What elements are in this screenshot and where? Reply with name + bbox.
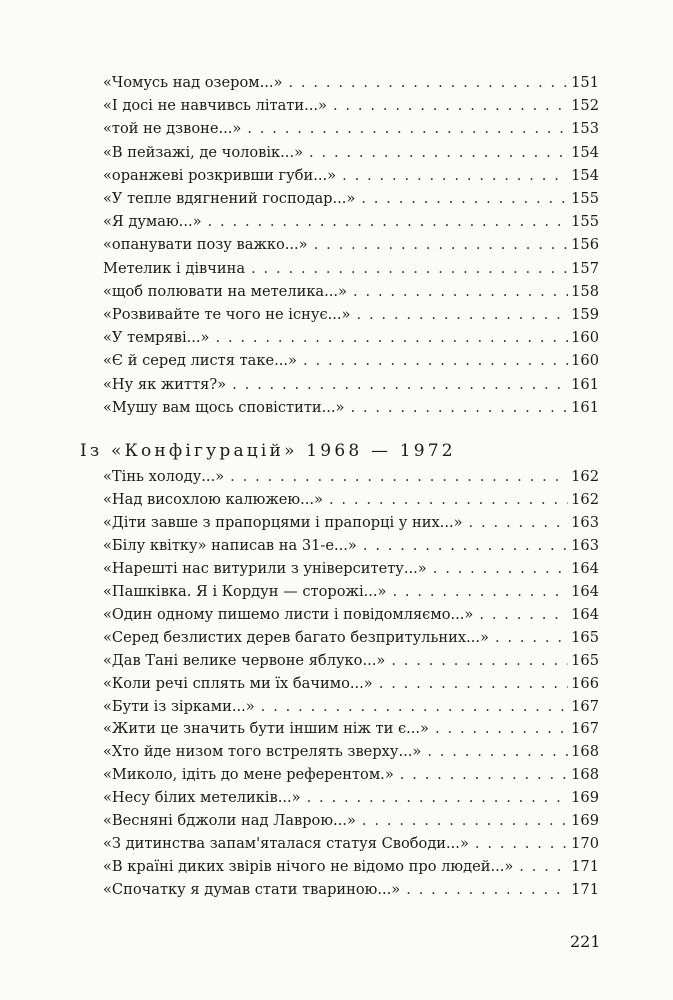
toc-entry-title: «Коли речі сплять ми їх бачимо...» <box>103 674 373 692</box>
toc-entry <box>103 349 599 372</box>
toc-entry-page: 164 <box>571 559 599 577</box>
toc-entry <box>103 695 599 718</box>
toc-entry <box>103 373 599 396</box>
toc-entry-title: «Бути із зірками...» <box>103 697 255 715</box>
toc-entry <box>103 141 599 164</box>
toc-entry <box>103 580 599 603</box>
toc-entry-title: «Є й серед листя таке...» <box>103 352 297 370</box>
toc-entry <box>103 557 599 580</box>
toc-entry-page: 164 <box>571 582 599 600</box>
dot-leader <box>427 740 568 763</box>
dot-leader <box>303 349 568 372</box>
toc-entry-title: «Серед безлистих дерев багато безпритульних...» <box>103 628 489 646</box>
toc-entry-page: 162 <box>571 490 599 508</box>
page-number: 221 <box>570 932 601 951</box>
dot-leader <box>400 763 568 786</box>
dot-leader <box>519 855 568 878</box>
dot-leader <box>406 878 568 901</box>
toc-entry-title: «І досі не навчивсь літати...» <box>103 97 327 115</box>
dot-leader <box>307 786 569 809</box>
toc-entry-title: «Над висохлою калюжею...» <box>103 490 323 508</box>
toc-entry-title: Метелик і дівчина <box>103 259 246 277</box>
toc-entry-page: 168 <box>571 766 599 784</box>
dot-leader <box>232 373 568 396</box>
toc-entry-page: 167 <box>571 720 599 738</box>
dot-leader <box>469 511 569 534</box>
dot-leader <box>314 233 569 256</box>
toc-entry-page: 169 <box>571 812 599 830</box>
toc-entry-page: 165 <box>571 628 599 646</box>
toc-entry-page: 156 <box>571 236 599 254</box>
dot-leader <box>208 210 569 233</box>
toc-entry <box>103 233 599 256</box>
dot-leader <box>433 557 568 580</box>
toc-entry-page: 158 <box>571 282 599 300</box>
toc-entry-title: «Мушу вам щось сповістити...» <box>103 398 345 416</box>
dot-leader <box>215 326 568 349</box>
toc-entry-title: «оранжеві розкривши губи...» <box>103 166 337 184</box>
dot-leader <box>230 465 568 488</box>
toc-entry <box>103 786 599 809</box>
toc-entry-page: 168 <box>571 743 599 761</box>
toc-entry-title: «У теплe вдягнений господар...» <box>103 190 356 207</box>
dot-leader <box>362 809 568 832</box>
toc-entry-title: «Жити це значить бути іншим ніж ти є...» <box>103 720 429 738</box>
toc-entry-title: «У темряві...» <box>103 329 210 347</box>
toc-entry-page: 169 <box>571 789 599 807</box>
toc-entry-title: «Миколо, ідіть до мене референтом.» <box>103 766 394 784</box>
toc-entry <box>103 534 599 557</box>
toc-entry <box>103 210 599 233</box>
toc-entry <box>103 740 599 763</box>
dot-leader <box>379 672 568 695</box>
toc-entry-page: 154 <box>571 143 599 161</box>
dot-leader <box>288 71 568 94</box>
toc-entry-title: «Дав Тані велике червоне яблуко...» <box>103 651 386 669</box>
toc-entry-title: «Діти завше з прапорцями і прапорці у них...» <box>103 513 463 531</box>
toc-entry-page: 160 <box>571 352 599 370</box>
toc-entry-title: «Тінь холоду...» <box>103 468 225 485</box>
dot-leader <box>475 832 568 855</box>
toc-entry <box>103 649 599 672</box>
toc-entry <box>103 117 599 140</box>
toc-entry <box>103 603 599 626</box>
toc-entry-title: «Ну як життя?» <box>103 375 227 393</box>
toc-entry-title: «З дитинства запам'яталася статуя Свободи...» <box>103 835 469 853</box>
toc-entry <box>103 465 599 488</box>
dot-leader <box>353 280 568 303</box>
toc-entry <box>103 164 599 187</box>
toc-entry-page: 154 <box>571 166 599 184</box>
dot-leader <box>435 717 568 740</box>
dot-leader <box>392 580 568 603</box>
toc-entry-page: 167 <box>571 697 599 715</box>
toc-entry-title: «Спочатку я думав стати твариною...» <box>103 881 401 899</box>
dot-leader <box>361 187 568 210</box>
toc-entry <box>103 832 599 855</box>
toc-entry-title: «Несу білих метеликів...» <box>103 789 301 807</box>
toc-entry-title: «В пейзажі, де чоловік...» <box>103 143 304 161</box>
toc-entry-page: 157 <box>571 259 599 277</box>
dot-leader <box>479 603 568 626</box>
toc-entry-title: «В країні диких звірів нічого не відомо про людей...» <box>103 858 514 876</box>
section-heading: Із «Конфігурацій» 1968 — 1972 <box>80 441 456 461</box>
dot-leader <box>251 257 568 280</box>
toc-entry-page: 166 <box>571 674 599 692</box>
toc-entry-title: «Розвивайте те чого не існує...» <box>103 306 351 323</box>
toc-entry-page: 161 <box>571 398 599 416</box>
toc-entry-title: «Хто йде низом того встрелять зверху...» <box>103 743 422 761</box>
toc-entry-title: «Пашківка. Я і Кордун — сторожі...» <box>103 582 387 600</box>
dot-leader <box>247 117 568 140</box>
toc-entry-title: «опанувати позу важко...» <box>103 236 308 254</box>
dot-leader <box>391 649 568 672</box>
toc-entry-title: «щоб полювати на метелика...» <box>103 282 347 300</box>
toc-entry <box>103 672 599 695</box>
toc-entry-page: 155 <box>571 190 599 207</box>
toc-entry <box>103 878 599 901</box>
toc-entry-title: «Нарешті нас витурили з університету...» <box>103 559 427 577</box>
toc-entry-page: 171 <box>571 881 599 899</box>
toc-entry-title: «той не дзвоне...» <box>103 120 242 138</box>
toc-entry <box>103 717 599 740</box>
dot-leader <box>342 164 568 187</box>
toc-entry <box>103 511 599 534</box>
toc-entry-title: «Один одному пишемо листи і повідомляємо...» <box>103 605 474 623</box>
toc-entry-page: 162 <box>571 468 599 485</box>
toc-entry <box>103 326 599 349</box>
dot-leader <box>350 396 568 419</box>
dot-leader <box>309 141 568 164</box>
toc-entry-page: 163 <box>571 513 599 531</box>
toc-entry-page: 171 <box>571 858 599 876</box>
toc-entry <box>103 396 599 419</box>
toc-entry-page: 170 <box>571 835 599 853</box>
toc-entry-page: 164 <box>571 605 599 623</box>
toc-entry <box>103 763 599 786</box>
toc-entry-title: «Я думаю...» <box>103 213 202 231</box>
dot-leader <box>356 303 568 326</box>
toc-entry <box>103 94 599 117</box>
toc-entry-title: «Чомусь над озером...» <box>103 74 283 91</box>
toc-entry <box>103 488 599 511</box>
toc-entry <box>103 303 599 326</box>
toc-entry-page: 159 <box>571 306 599 323</box>
toc-entry <box>103 626 599 649</box>
toc-entry <box>103 187 599 210</box>
toc-entry-page: 160 <box>571 329 599 347</box>
toc-entry-page: 152 <box>571 97 599 115</box>
toc-entry-page: 155 <box>571 213 599 231</box>
toc-entry <box>103 257 599 280</box>
dot-leader <box>261 695 568 718</box>
toc-entry-page: 161 <box>571 375 599 393</box>
toc-entry <box>103 280 599 303</box>
toc-entry-title: «Білу квітку» написав на 31-е...» <box>103 536 357 554</box>
toc-entry-page: 153 <box>571 120 599 138</box>
dot-leader <box>495 626 568 649</box>
toc-entry <box>103 809 599 832</box>
dot-leader <box>329 488 568 511</box>
toc-entry-title: «Весняні бджоли над Лаврою...» <box>103 812 356 830</box>
toc-entry <box>103 71 599 94</box>
toc-entry <box>103 855 599 878</box>
toc-entry-page: 151 <box>571 74 599 91</box>
toc-entry-page: 165 <box>571 651 599 669</box>
toc-entry-page: 163 <box>571 536 599 554</box>
dot-leader <box>333 94 568 117</box>
dot-leader <box>363 534 568 557</box>
